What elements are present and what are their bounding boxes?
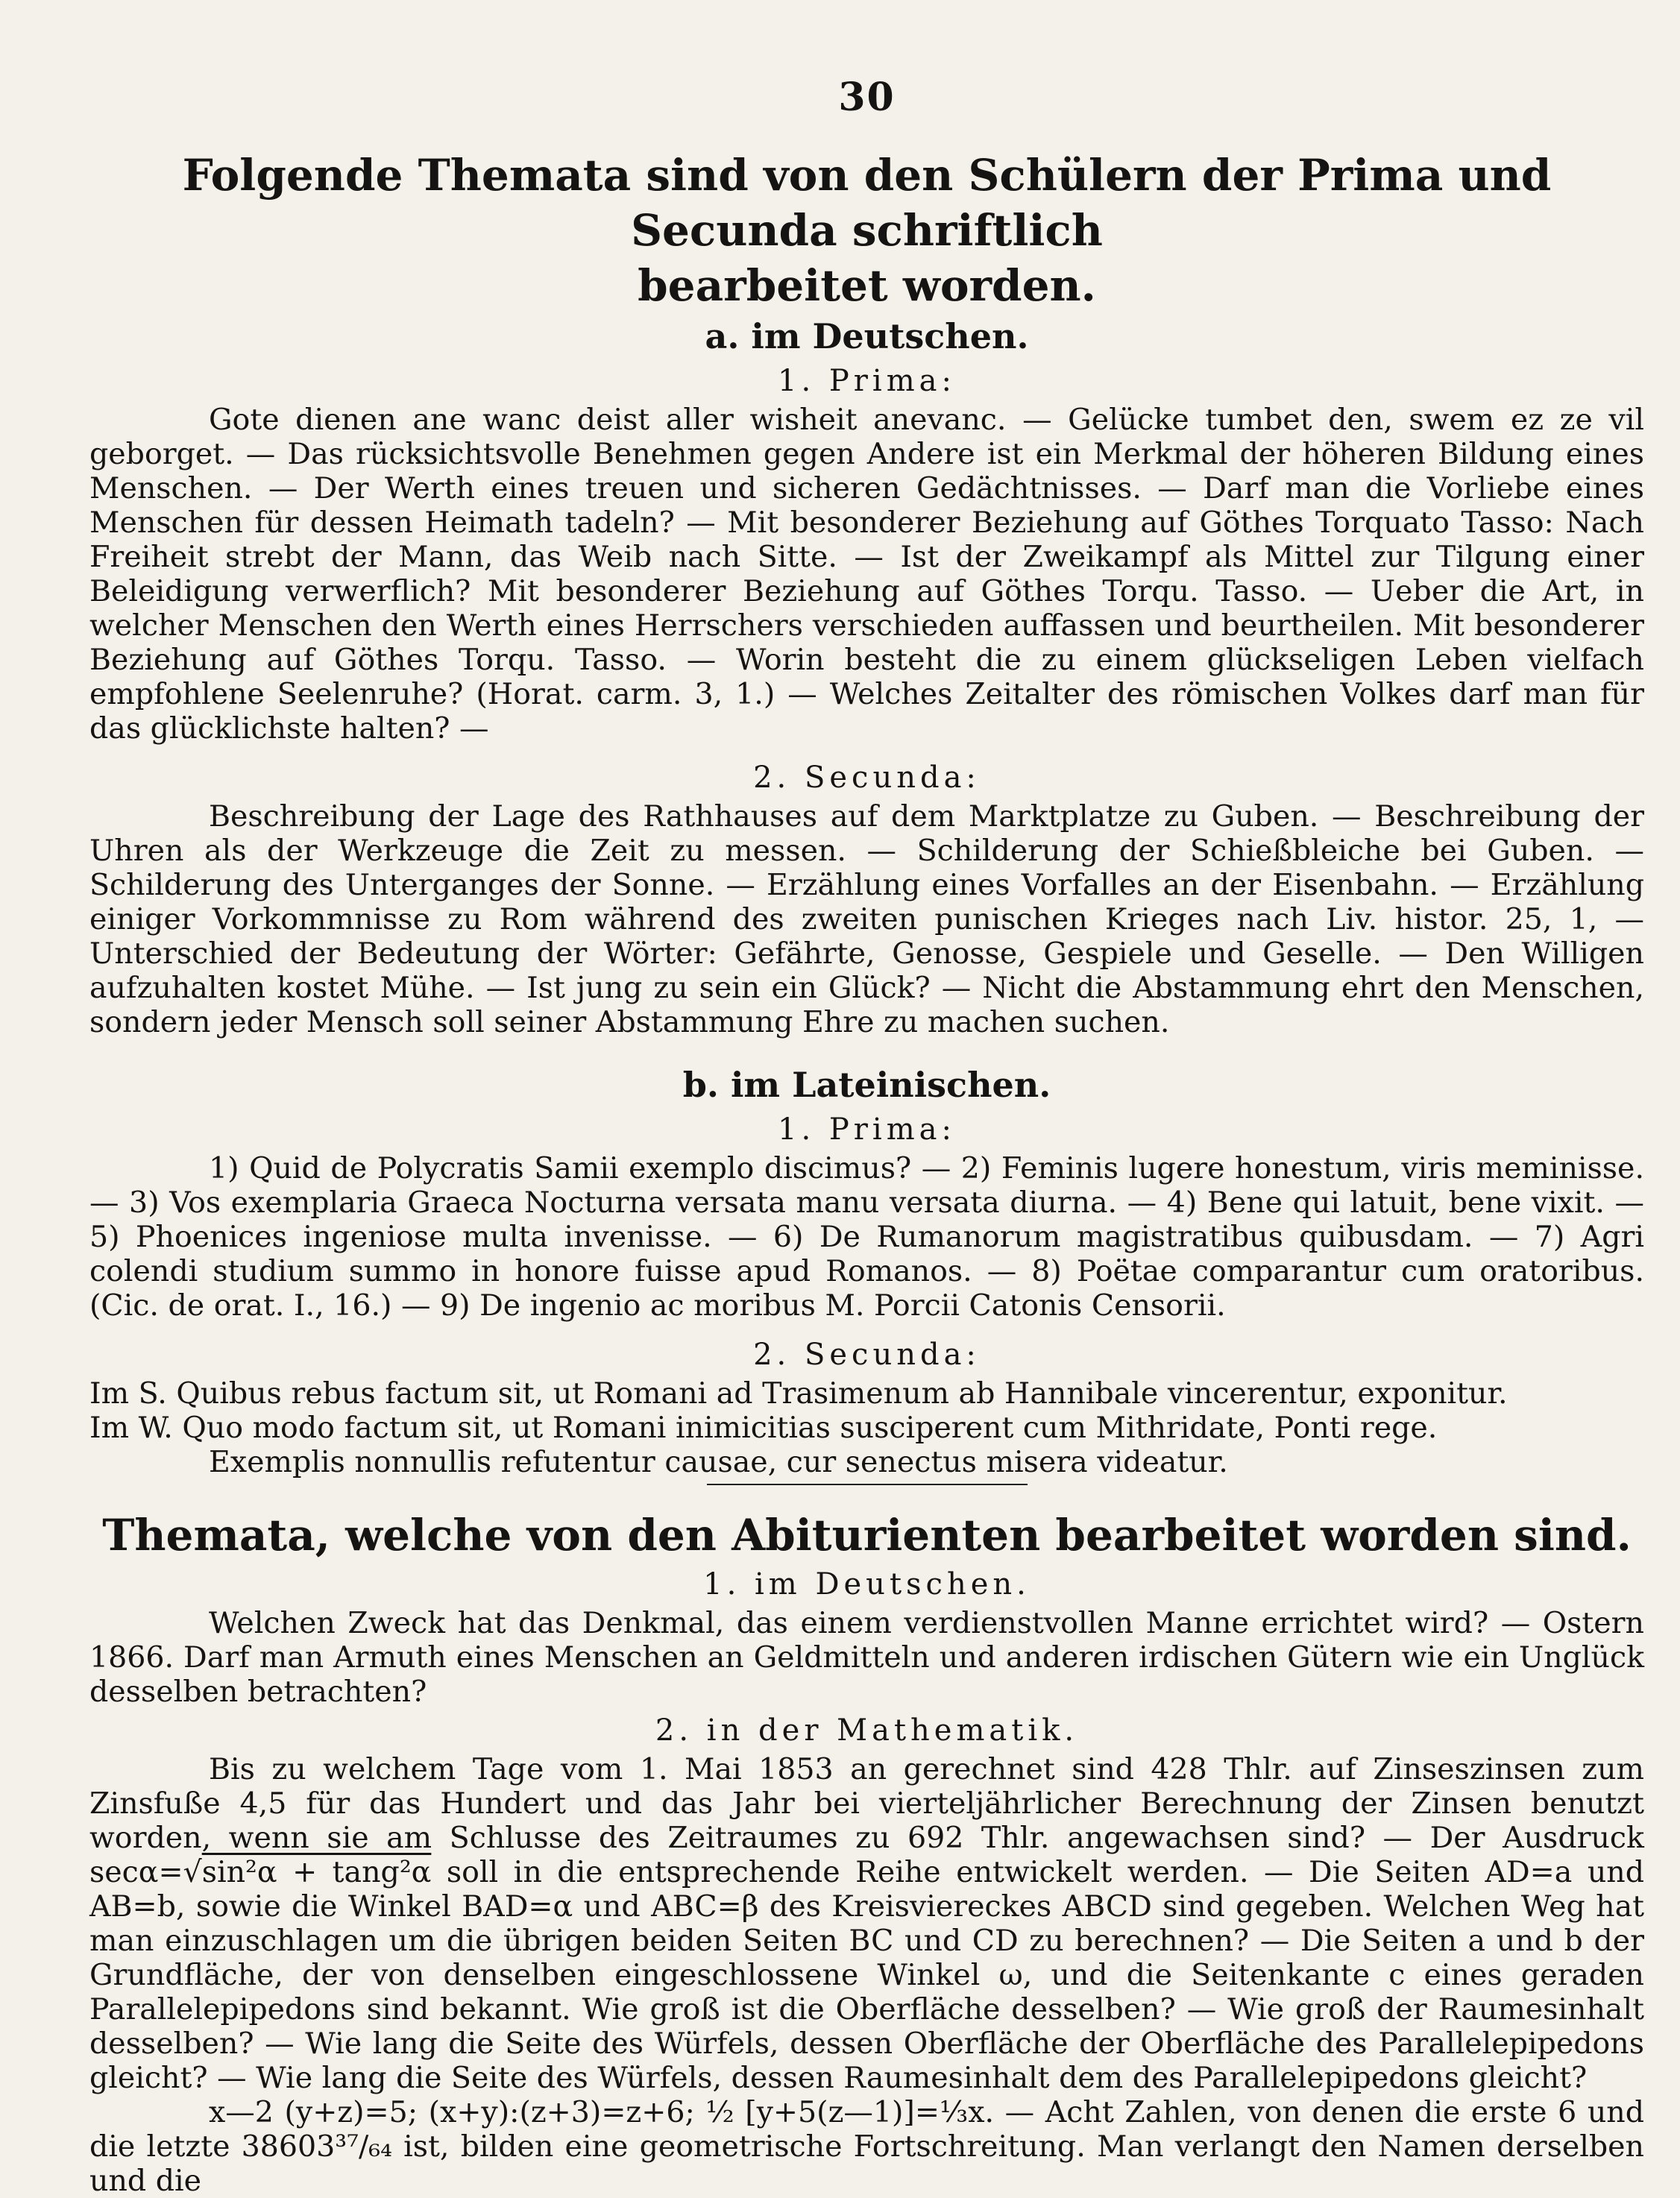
abitur-math-text xyxy=(89,1752,1644,2095)
german-prima-label: 1. Prima: xyxy=(778,364,956,398)
main-heading-line2: bearbeitet worden. xyxy=(638,260,1096,311)
german-secunda-text: Beschreibung der Lage des Rathhauses auf dem Marktplatze zu Guben. — Beschreibung der Uhren als der Werkzeuge die Zeit zu messen. — Schilderung der Schießbleiche bei Guben. — Schilderung des Unterganges der Sonne. — Erzählung eines Vorfalles an der Eisenbahn. — Erzählung einiger Vorkommnisse zu Rom während des zweiten punischen Krieges nach Liv. histor. 25, 1, — Unterschied der Bedeutung der Wörter: Gefährte, Genosse, Gespiele und Geselle. — Den Willigen aufzuhalten kostet Mühe. — Ist jung zu sein ein Glück? — Nicht die Abstammung ehrt den Menschen, sondern jeder Mensch soll seiner Abstammung Ehre zu machen suchen. xyxy=(89,799,1644,1039)
page-number: 30 xyxy=(838,75,896,120)
math-text-after-formula: soll in die entsprechende Reihe entwickelt werden. — Die Seiten AD=a und AB=b, sowie die Winkel BAD=α und ABC=β des Kreisviereckes ABCD sind gegeben. Welchen Weg hat man einzuschlagen um die übrigen beiden Seiten BC und CD zu berechnen? — Die Seiten a und b der Grundfläche, der von denselben eingeschlossene Winkel ω, und die Seitenkante c eines geraden Parallelepipedons sind bekannt. Wie groß ist die Oberfläche desselben? — Wie groß der Raumesinhalt desselben? — Wie lang die Seite des Würfels, dessen Oberfläche der Oberfläche des Parallelepipedons gleicht? — Wie lang die Seite des Würfels, dessen Raumesinhalt dem des Parallelepipedons gleicht? xyxy=(89,1855,1644,2095)
latin-prima-label: 1. Prima: xyxy=(778,1112,956,1147)
german-prima-text: Gote dienen ane wanc deist aller wisheit anevanc. — Gelücke tumbet den, swem ez ze vil geborget. — Das rücksichtsvolle Benehmen gegen Andere ist ein Merkmal der höheren Bildung eines Menschen. — Der Werth eines treuen und sicheren Gedächtnisses. — Darf man die Vorliebe eines Menschen für dessen Heimath tadeln? — Mit besonderer Beziehung auf Göthes Torquato Tasso: Nach Freiheit strebt der Mann, das Weib nach Sitte. — Ist der Zweikampf als Mittel zur Tilgung einer Beleidigung verwerflich? Mit besonderer Beziehung auf Göthes Torqu. Tasso. — Ueber die Art, in welcher Menschen den Werth eines Herrschers verschieden auffassen und beurtheilen. Mit besonderer Beziehung auf Göthes Torqu. Tasso. — Worin besteht die zu einem glückseligen Leben vielfach empfohlene Seelenruhe? (Horat. carm. 3, 1.) — Welches Zeitalter des römischen Volkes darf man für das glücklichste halten? — xyxy=(89,403,1644,746)
abitur-german-text: Welchen Zweck hat das Denkmal, das einem verdienstvollen Manne errichtet wird? — Ostern 1866. Darf man Armuth eines Menschen an Geldmitteln und anderen irdischen Gütern wie ein Unglück desselben betrachten? xyxy=(89,1606,1644,1709)
german-heading: a. im Deutschen. xyxy=(705,316,1029,356)
section-divider xyxy=(707,1484,1028,1485)
math-equations: x—2 (y+z)=5; (x+y):(z+3)=z+6; ½ [y+5(z—1)]=⅓x. xyxy=(209,2095,995,2129)
radical-sign: √ xyxy=(183,1855,202,1889)
document-page xyxy=(89,75,1644,2198)
latin-prima-text: 1) Quid de Polycratis Samii exemplo discimus? — 2) Feminis lugere honestum, viris meminisse. — 3) Vos exemplaria Graeca Nocturna versata manu versata diurna. — 4) Bene qui latuit, bene vixit. — 5) Phoenices ingeniose multa invenisse. — 6) De Rumanorum magistratibus quibusdam. — 7) Agri colendi studium summo in honore fuisse apud Romanos. — 8) Poëtae comparantur cum oratoribus. (Cic. de orat. I., 16.) — 9) De ingenio ac moribus M. Porcii Catonis Censorii. xyxy=(89,1151,1644,1323)
abitur-german-label: 1. im Deutschen. xyxy=(703,1567,1031,1602)
radicand: sin²α + tang²α xyxy=(201,1855,432,1889)
latin-secunda-line3: Exemplis nonnullis refutentur causae, cur senectus misera videatur. xyxy=(209,1445,1228,1479)
latin-secunda-label: 2. Secunda: xyxy=(753,1338,981,1372)
latin-heading: b. im Lateinischen. xyxy=(682,1065,1051,1105)
latin-secunda-line1: Im S. Quibus rebus factum sit, ut Romani ad Trasimenum ab Hannibale vincerentur, exponitur. xyxy=(89,1376,1508,1411)
math-text-final: — Acht Zahlen, von denen die erste 6 und die letzte 38603³⁷/₆₄ ist, bilden eine geometrische Fortschreitung. Man verlangt den Namen derselben und die xyxy=(89,2095,1645,2198)
latin-secunda-line2: Im W. Quo modo factum sit, ut Romani inimicitias susciperent cum Mithridate, Ponti rege. xyxy=(89,1411,1438,1445)
abitur-math-label: 2. in der Mathematik. xyxy=(655,1713,1079,1748)
main-heading-line1: Folgende Themata sind von den Schülern der Prima und Secunda schriftlich xyxy=(182,150,1552,256)
math-text-before-formula: Bis zu welchem Tage vom 1. Mai 1853 an gerechnet sind 428 Thlr. auf Zinseszinsen zum Zinsfuße 4,5 für das Hundert und das Jahr bei vierteljährlicher Berechnung der Zinsen benutzt worden, wenn sie am Schlusse des Zeitraumes zu 692 Thlr. angewachsen sind? — Der Ausdruck secα= xyxy=(89,1752,1644,1889)
abitur-heading: Themata, welche von den Abiturienten bearbeitet worden sind. xyxy=(102,1510,1632,1561)
main-heading xyxy=(89,148,1644,313)
german-secunda-label: 2. Secunda: xyxy=(753,761,981,795)
abitur-math-equations-paragraph xyxy=(89,2095,1644,2198)
